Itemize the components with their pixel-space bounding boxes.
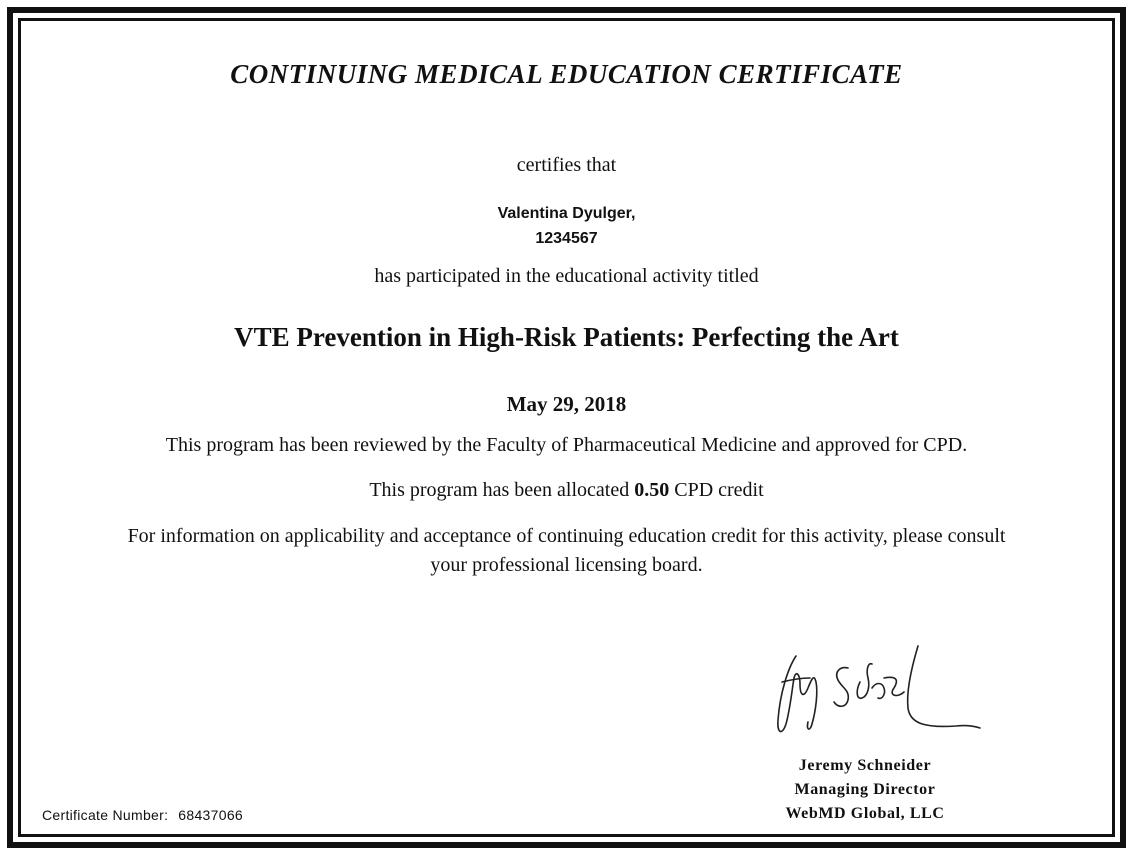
signatory-block bbox=[760, 754, 970, 826]
recipient-name: Valentina Dyulger, bbox=[497, 205, 636, 222]
certificate-number bbox=[42, 807, 243, 823]
certificate-number-label: Certificate Number: bbox=[42, 807, 169, 823]
recipient-block bbox=[0, 201, 1133, 251]
activity-date: May 29, 2018 bbox=[506, 392, 627, 416]
licensing-info bbox=[0, 522, 1133, 580]
certificate-number-value: 68437066 bbox=[178, 807, 243, 823]
review-statement: This program has been reviewed by the Faculty of Pharmaceutical Medicine and approved for CPD. bbox=[165, 434, 968, 456]
certificate-title: CONTINUING MEDICAL EDUCATION CERTIFICATE bbox=[230, 59, 903, 89]
credit-statement bbox=[0, 479, 1133, 502]
credit-amount: 0.50 bbox=[634, 479, 670, 501]
credit-statement-prefix: This program has been allocated bbox=[369, 479, 630, 501]
participation-text: has participated in the educational activity titled bbox=[374, 265, 759, 287]
credit-statement-suffix: CPD credit bbox=[674, 479, 764, 501]
activity-title: VTE Prevention in High-Risk Patients: Perfecting the Art bbox=[234, 322, 899, 352]
signature-image bbox=[760, 638, 985, 748]
licensing-info-line-1: For information on applicability and acceptance of continuing education credit for this activity, please consult bbox=[127, 525, 1006, 547]
signatory-name: Jeremy Schneider bbox=[798, 757, 932, 774]
signatory-organization: WebMD Global, LLC bbox=[785, 805, 945, 822]
certifies-text: certifies that bbox=[516, 154, 617, 176]
licensing-info-line-2: your professional licensing board. bbox=[430, 554, 703, 576]
signatory-role: Managing Director bbox=[794, 781, 936, 798]
recipient-id: 1234567 bbox=[535, 230, 598, 247]
